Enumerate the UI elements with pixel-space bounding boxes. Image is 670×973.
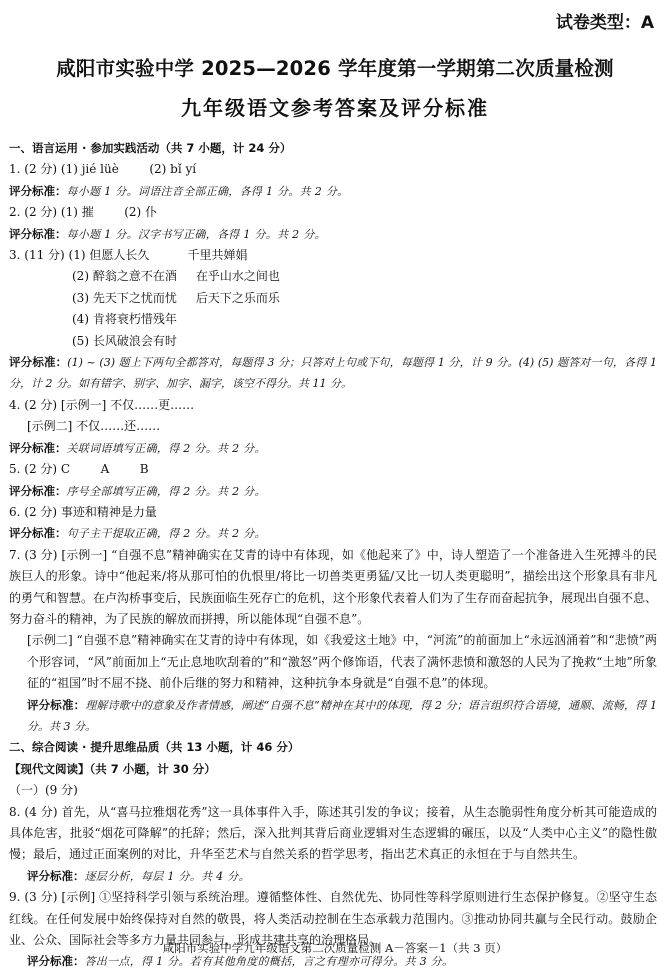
answer-q9: 9. (3 分) [示例] ①坚持科学引领与系统治理。遵循整体性、自然优先、协同性等科学原则进行生态保护修复。②坚守生态红线。在任何发展中始终保持对自然的敬畏，将人类活动控制在生态承载力范围内。③推动协同共赢与全民行动。鼓励企业、公众、国际社会等多方力量共同参与，形成共建共享的治理格局。	[9, 890, 657, 948]
scoring-criteria	[9, 224, 657, 245]
scoring-criteria	[9, 438, 657, 459]
answer-q3-line: (3) 先天下之忧而忧 后天下之乐而乐	[72, 290, 280, 305]
criteria-text: 句子主干提取正确，得 2 分。共 2 分。	[66, 527, 266, 541]
scoring-criteria	[9, 481, 657, 502]
answer-q5: 5. (2 分) C A B	[9, 462, 149, 477]
criteria-text: 逐层分析，每层 1 分。共 4 分。	[84, 869, 250, 883]
part-label: （一）(9 分)	[9, 783, 78, 798]
criteria-text: 关联词语填写正确，得 2 分。共 2 分。	[66, 441, 266, 455]
answer-q4-line: [示例二] 不仅……还……	[27, 419, 161, 434]
answer-q3-line: (5) 长风破浪会有时	[72, 333, 177, 348]
criteria-text: 每小题 1 分。汉字书写正确，各得 1 分。共 2 分。	[66, 227, 326, 241]
criteria-text: 每小题 1 分。词语注音全部正确，各得 1 分。共 2 分。	[66, 184, 349, 198]
section-heading: 二、综合阅读 · 提升思维品质（共 13 小题，计 46 分）	[9, 740, 300, 755]
criteria-label: 评分标准：	[27, 697, 86, 712]
page-footer: 咸阳市实验中学九年级语文第二次质量检测 A－答案－1（共 3 页）	[162, 941, 508, 955]
answer-key-title: 九年级语文参考答案及评分标准	[181, 96, 489, 120]
section-heading: 一、语言运用 · 参加实践活动（共 7 小题，计 24 分）	[9, 141, 292, 155]
exam-title: 咸阳市实验中学 2025—2026 学年度第一学期第二次质量检测	[56, 57, 614, 80]
answer-q1: 1. (2 分) (1) jié lüè (2) bǐ yí	[9, 162, 197, 177]
answer-q4: 4. (2 分) [示例一] 不仅……更……	[9, 397, 195, 412]
scoring-criteria	[9, 523, 657, 544]
paper-type-label: 试卷类型：A	[555, 13, 654, 33]
scoring-criteria	[9, 695, 657, 738]
criteria-label: 评分标准：	[9, 355, 68, 370]
answer-q3-line: (2) 醉翁之意不在酒 在乎山水之间也	[72, 269, 280, 284]
criteria-label: 评分标准：	[9, 440, 67, 455]
criteria-text: 理解诗歌中的意象及作者情感，阐述“自强不息”精神在其中的体现，得 2 分；语言组织符合语境，通顺、流畅，得 1 分。共 3 分。	[27, 698, 658, 733]
criteria-label: 评分标准：	[9, 226, 67, 241]
criteria-text: 答出一点，得 1 分。若有其他角度的概括，言之有理亦可得分。共 3 分。	[84, 955, 454, 969]
criteria-label: 评分标准：	[27, 954, 85, 969]
answer-q6: 6. (2 分) 事迹和精神是力量	[9, 504, 157, 519]
scoring-criteria	[9, 866, 657, 887]
answer-q8: 8. (4 分) 首先，从“喜马拉雅烟花秀”这一具体事件入手，陈述其引发的争议；接着，从生态脆弱性角度分析其可能造成的具体危害，批驳“烟花可降解”的托辞；然后，深入批判其背后商业逻辑对生态逻辑的碾压，以及“人类中心主义”的隐性傲慢；最后，通过正面案例的对比，升华至艺术与自然关系的哲学思考，指出艺术真正的永恒在于与自然共生。	[9, 804, 657, 862]
criteria-label: 评分标准：	[9, 526, 67, 541]
answer-q3: 3. (11 分) (1) 但愿人长久 千里共婵娟	[9, 248, 248, 263]
answer-content	[9, 138, 657, 973]
answer-q7-example: [示例二] “自强不息”精神确实在艾青的诗中有体现，如《我爱这土地》中，“河流”的前面加上“永远汹涌着”和“悲愤”两个形容词，“风”前面加上“无止息地吹刮着的”和“激怒”两个修饰语，代表了满怀悲愤和激怒的人民为了挽救“土地”所象征的“祖国”时不屈不挠、前仆后继的努力和精神，这种抗争本身就是“自强不息”的体现。	[27, 633, 657, 691]
criteria-text: (1) ~ (3) 题上下两句全都答对，每题得 3 分；只答对上句或下句，每题得 1 分，计 9 分。(4) (5) 题答对一句，各得 1 分，计 2 分。如有错字、别字、加字、漏字，该空不得分。共 11 分。	[9, 356, 658, 391]
answer-q3-line: (4) 肯将衰朽惜残年	[72, 312, 177, 327]
criteria-label: 评分标准：	[9, 183, 67, 198]
answer-q2: 2. (2 分) (1) 摧 (2) 仆	[9, 205, 158, 220]
scoring-criteria	[9, 181, 657, 202]
criteria-label: 评分标准：	[9, 483, 67, 498]
subsection-heading: 【现代文阅读】（共 7 小题，计 30 分）	[9, 761, 216, 776]
criteria-text: 序号全部填写正确，得 2 分。共 2 分。	[66, 484, 266, 498]
scoring-criteria	[9, 352, 657, 395]
answer-q7: 7. (3 分) [示例一] “自强不息”精神确实在艾青的诗中有体现，如《他起来了》中，诗人塑造了一个准备进入生死搏斗的民族巨人的形象。诗中“他起来/将从那可怕的仇恨里/将比一切兽类更勇猛/又比一切人类更聪明”，描绘出这个形象具有非凡的勇气和智慧。在卢沟桥事变后，民族面临生死存亡的危机，这个形象代表着人们为了生存而奋起抗争，展现出自强不息、努力奋斗的精神，为了民族的解放而拼搏，所以能体现“自强不息”。	[9, 547, 658, 626]
criteria-label: 评分标准：	[27, 868, 85, 883]
